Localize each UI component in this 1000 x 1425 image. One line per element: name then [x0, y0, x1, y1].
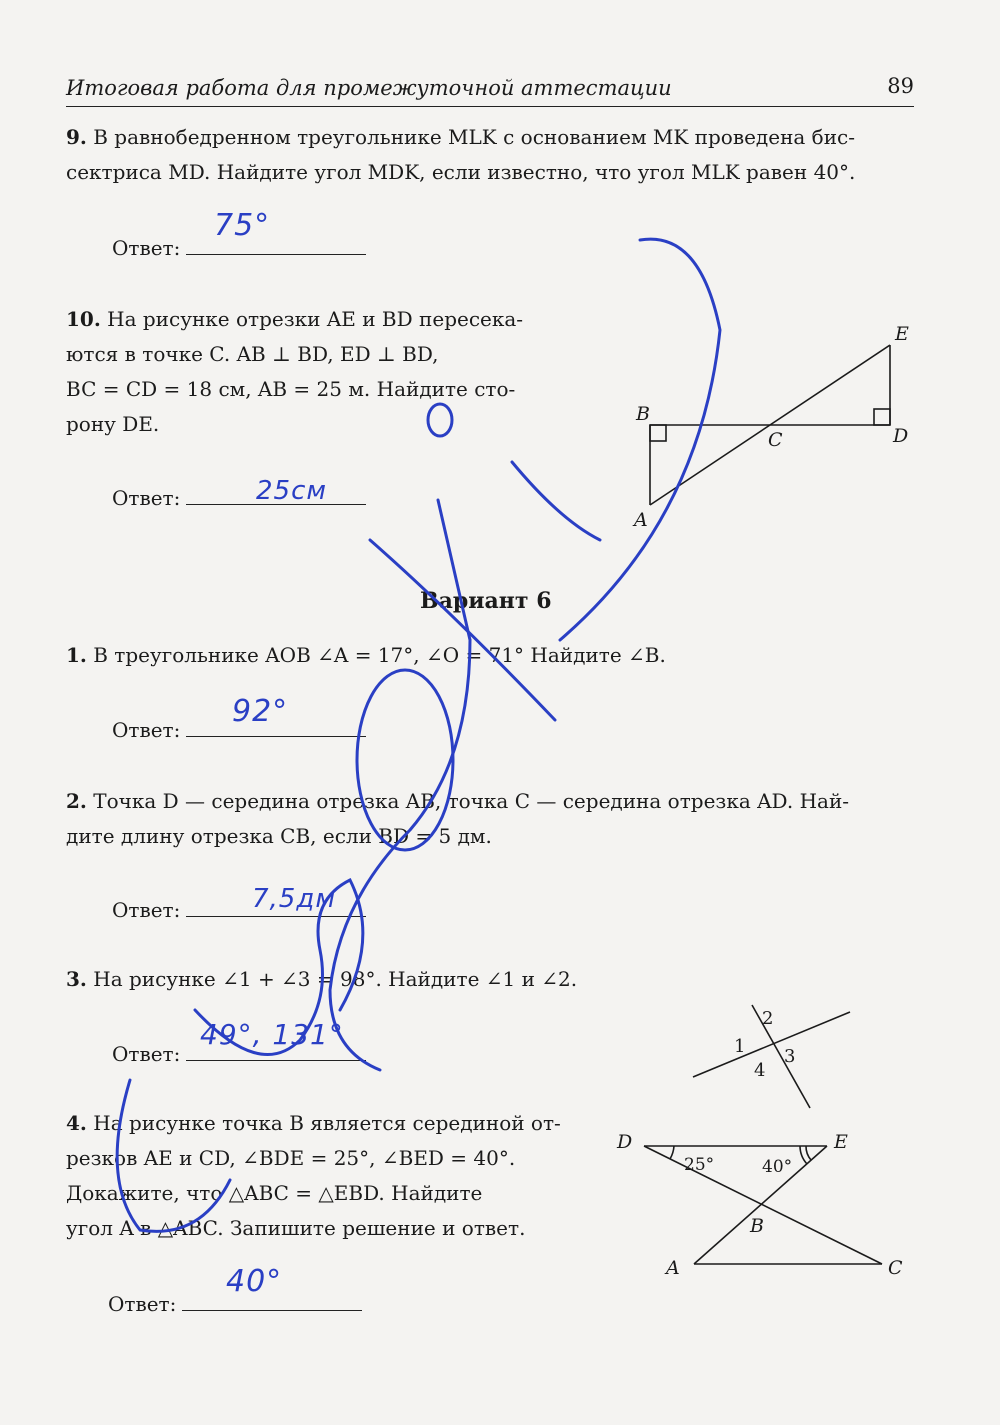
variant-problem-4: [66, 1106, 594, 1246]
right-angle-mark-b: [650, 425, 666, 441]
problem-text-line: BC = CD = 18 см, AB = 25 м. Найдите сто-: [66, 377, 516, 401]
handwritten-answer: 40°: [226, 1264, 283, 1299]
problem-number: 10.: [66, 307, 101, 331]
problem-text-line: На рисунке отрезки AE и BD пересека-: [107, 307, 524, 331]
figure-problem-10: [600, 320, 930, 540]
grade-stroke: [370, 540, 555, 720]
problem-text-line: дите длину отрезка CB, если BD = 5 дм.: [66, 824, 492, 848]
answer-label: Ответ:: [112, 486, 181, 510]
variant-problem-1: [66, 638, 916, 673]
problem-text-line: резков AE и CD, ∠BDE = 25°, ∠BED = 40°.: [66, 1146, 516, 1170]
problem-text-line: сектриса MD. Найдите угол MDK, если известно, что угол MLK равен 40°.: [66, 160, 856, 184]
problem-text-line: рону DE.: [66, 412, 160, 436]
page-header: [66, 74, 914, 107]
problem-9: [66, 120, 916, 190]
label-angle-1: 1: [734, 1036, 746, 1057]
answer-label: Ответ:: [112, 1042, 181, 1066]
problem-text-line: Докажите, что △ABC = △EBD. Найдите: [66, 1181, 483, 1205]
variant-problem-2: [66, 784, 916, 854]
label-b: B: [636, 403, 650, 425]
answer-label: Ответ:: [108, 1292, 177, 1316]
problem-number: 4.: [66, 1111, 87, 1135]
angle-arc-e-2: [806, 1146, 811, 1160]
page-number: 89: [887, 74, 914, 98]
figure-problem-3: [690, 1000, 860, 1120]
label-c: C: [888, 1257, 903, 1279]
problem-text-line: угол A в △ABC. Запишите решение и ответ.: [66, 1216, 526, 1240]
answer-label: Ответ:: [112, 236, 181, 260]
label-angle-3: 3: [784, 1046, 796, 1067]
problem-text-line: Точка D — середина отрезка AB, точка C — середина отрезка AD. Най-: [93, 789, 850, 813]
label-e: E: [834, 1131, 848, 1153]
handwritten-answer: 49°, 131°: [200, 1018, 344, 1051]
grade-stroke: [330, 640, 470, 1070]
line-2: [752, 1005, 810, 1108]
variant-problem-3: [66, 962, 666, 997]
grade-stroke: [438, 500, 470, 640]
label-d: D: [617, 1131, 633, 1153]
problem-10: [66, 302, 611, 442]
label-a: A: [666, 1257, 680, 1279]
problem-text-line: На рисунке ∠1 + ∠3 = 98°. Найдите ∠1 и ∠2.: [93, 967, 578, 991]
problem-number: 1.: [66, 643, 87, 667]
answer-label: Ответ:: [112, 718, 181, 742]
variant-title: Вариант 6: [420, 588, 552, 614]
angle-arc-d: [670, 1146, 674, 1159]
handwritten-answer: 25см: [256, 476, 327, 506]
handwritten-answer: 7,5дм: [252, 884, 336, 914]
handwritten-answer: 92°: [232, 694, 289, 729]
label-b: B: [750, 1215, 764, 1237]
handwritten-answer: 75°: [214, 208, 271, 243]
label-angle-40: 40°: [762, 1157, 793, 1177]
problem-number: 2.: [66, 789, 87, 813]
problem-text-line: На рисунке точка B является серединой от-: [93, 1111, 561, 1135]
problem-text-line: В равнобедренном треугольнике MLK с основанием MK проведена бис-: [93, 125, 856, 149]
label-a: A: [634, 509, 648, 531]
header-title: Итоговая работа для промежуточной аттестации: [66, 76, 672, 100]
problem-number: 9.: [66, 125, 87, 149]
answer-10: [112, 484, 366, 510]
problem-text-line: ются в точке C. AB ⊥ BD, ED ⊥ BD,: [66, 342, 439, 366]
label-angle-2: 2: [762, 1008, 774, 1029]
label-c: C: [768, 429, 783, 451]
right-angle-mark-d: [874, 409, 890, 425]
label-e: E: [895, 323, 909, 345]
label-angle-25: 25°: [684, 1155, 715, 1175]
figure-problem-4: [612, 1124, 912, 1284]
label-angle-4: 4: [754, 1060, 766, 1081]
problem-number: 3.: [66, 967, 87, 991]
label-d: D: [893, 425, 909, 447]
problem-text-line: В треугольнике AOB ∠A = 17°, ∠O = 71° Найдите ∠B.: [93, 643, 666, 667]
grade-stroke: [512, 462, 600, 540]
answer-label: Ответ:: [112, 898, 181, 922]
